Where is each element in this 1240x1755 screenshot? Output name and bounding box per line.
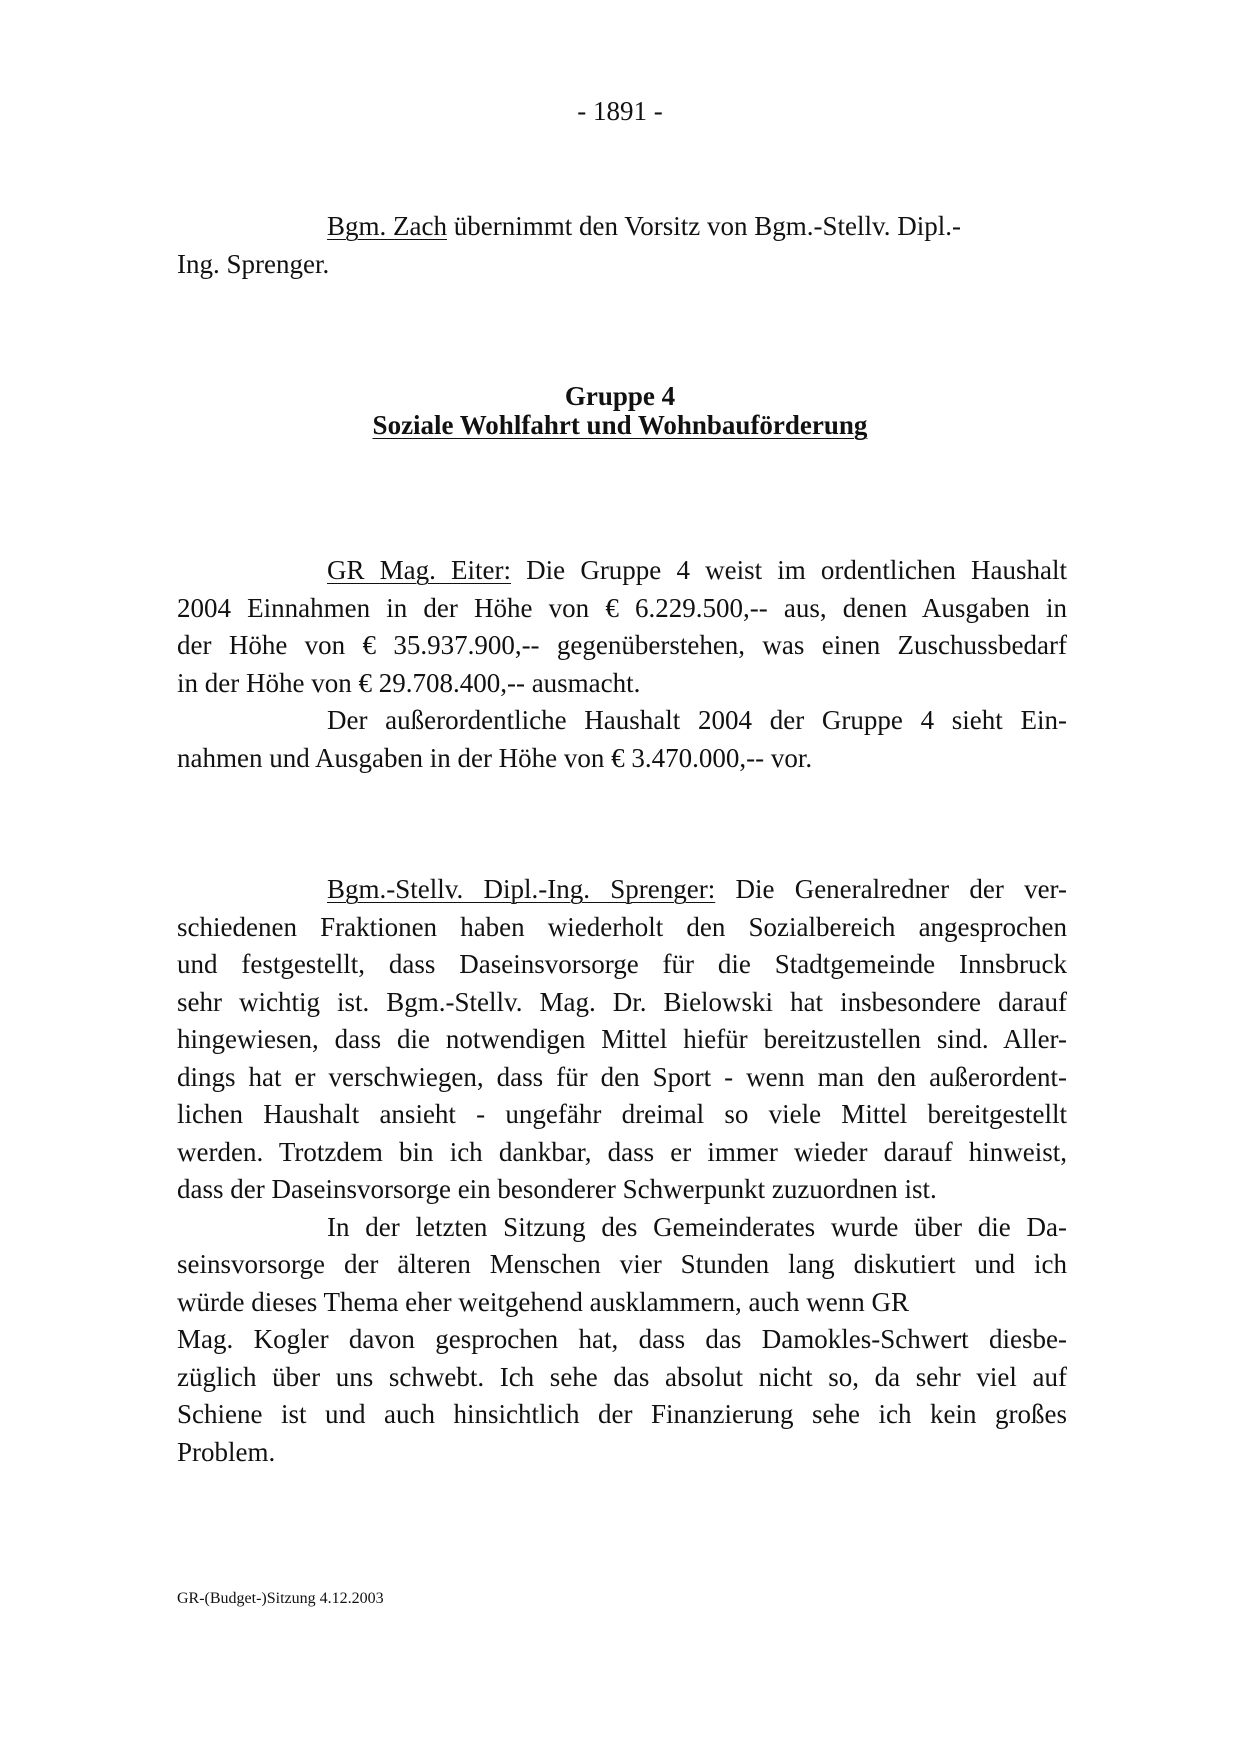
intro-text: übernimmt den Vorsitz von Bgm.-Stellv. Dipl.- [446,211,961,241]
sprenger-line-3: und festgestellt, dass Daseinsvorsorge für die Stadtgemeinde Innsbruck [177,949,1067,979]
sprenger-line-7: lichen Haushalt ansieht - ungefähr dreimal so viele Mittel bereitgestellt [177,1099,1067,1129]
sprenger-line-5: hingewiesen, dass die notwendigen Mittel hiefür bereitzustellen sind. Aller- [177,1024,1067,1054]
speaker-name: Bgm. Zach [327,211,447,241]
eiter-line-1 [177,552,1067,590]
sprenger-line-15: Schiene ist und auch hinsichtlich der Finanzierung sehe ich kein großes [177,1399,1067,1429]
sprenger-paragraph [177,871,1067,1471]
sprenger-line-8: werden. Trotzdem bin ich dankbar, dass er immer wieder darauf hinweist, [177,1136,1067,1167]
sprenger-line-12: würde dieses Thema eher weitgehend ausklammern, auch wenn GR [177,1286,910,1317]
section-title: Gruppe 4 [564,381,676,411]
sprenger-line-10: In der letzten Sitzung des Gemeinderates wurde über die Da- [327,1211,1067,1242]
eiter-line-3: der Höhe von € 35.937.900,-- gegenüberstehen, was einen Zuschussbedarf [177,630,1067,660]
eiter-line-5: Der außerordentliche Haushalt 2004 der Gruppe 4 sieht Ein- [327,705,1067,735]
eiter-line-4: in der Höhe von € 29.708.400,-- ausmacht. [177,667,641,698]
eiter-line-2: 2004 Einnahmen in der Höhe von € 6.229.500,-- aus, denen Ausgaben in [177,592,1067,623]
intro-paragraph [177,208,1067,283]
page-footer: GR-(Budget-)Sitzung 4.12.2003 [177,1590,384,1607]
sprenger-line-13: Mag. Kogler davon gesprochen hat, dass das Damokles-Schwert diesbe- [177,1324,1067,1354]
section-subtitle-text: Soziale Wohlfahrt und Wohnbauförderung [372,410,868,440]
sprenger-line-11: seinsvorsorge der älteren Menschen vier Stunden lang diskutiert und ich [177,1249,1067,1279]
page-number: - 1891 - [577,96,663,126]
sprenger-line-1 [177,871,1067,909]
section-subtitle [0,410,1240,441]
paragraph-text: Die Gruppe 4 weist im ordentlichen Haushalt [511,555,1067,585]
speaker-name: GR Mag. Eiter: [327,555,512,585]
sprenger-line-4: sehr wichtig ist. Bgm.-Stellv. Mag. Dr. Bielowski hat insbesondere darauf [177,986,1067,1017]
sprenger-line-14: züglich über uns schwebt. Ich sehe das absolut nicht so, da sehr viel auf [177,1361,1067,1392]
eiter-paragraph [177,552,1067,777]
intro-line-1 [177,208,1067,246]
speaker-name: Bgm.-Stellv. Dipl.-Ing. Sprenger: [327,874,716,904]
sprenger-line-2: schiedenen Fraktionen haben wiederholt den Sozialbereich angesprochen [177,911,1067,942]
sprenger-line-6: dings hat er verschwiegen, dass für den Sport - wenn man den außerordent- [177,1061,1067,1092]
paragraph-text: Die Generalredner der ver- [715,874,1067,904]
eiter-line-6: nahmen und Ausgaben in der Höhe von € 3.470.000,-- vor. [177,742,813,773]
intro-line-2: Ing. Sprenger. [177,248,330,279]
sprenger-line-9: dass der Daseinsvorsorge ein besonderer Schwerpunkt zuzuordnen ist. [177,1174,937,1204]
sprenger-line-16: Problem. [177,1436,276,1467]
